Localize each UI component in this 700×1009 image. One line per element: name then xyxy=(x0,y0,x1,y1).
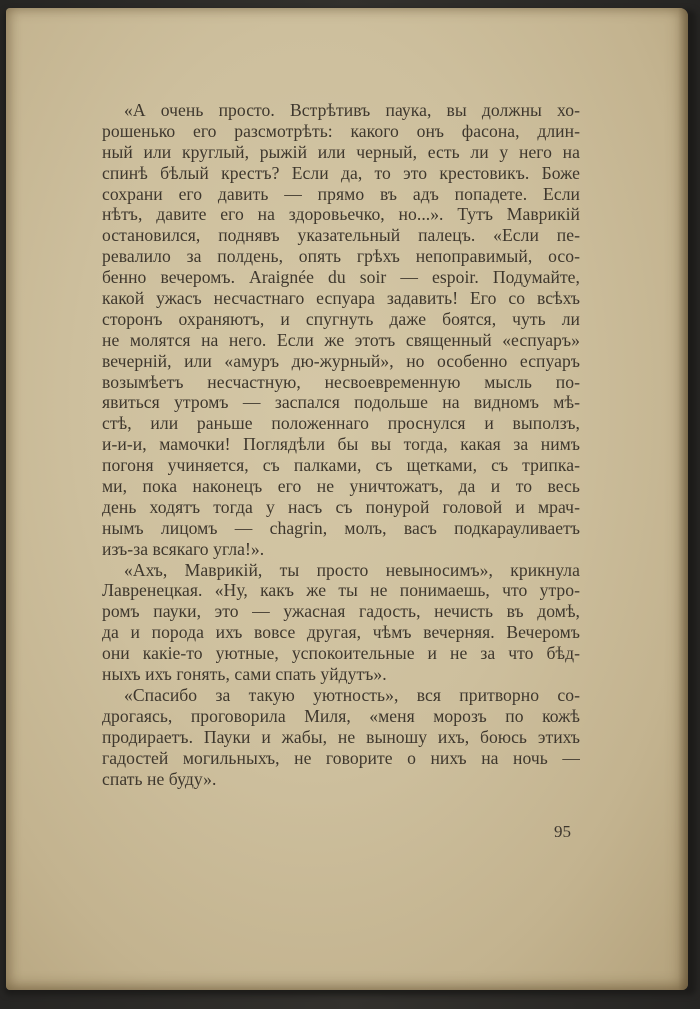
text-line: «Ахъ, Маврикій, ты просто невыносимъ», крикнула xyxy=(124,559,580,580)
page-edge xyxy=(678,8,688,990)
text-line: сохрани его давить — прямо въ адъ попадете. Если xyxy=(102,183,580,204)
text-line: дрогаясь, проговорила Миля, «меня морозъ по кожѣ xyxy=(102,705,580,726)
text-line: ный или круглый, рыжій или черный, есть ли у него на xyxy=(102,141,580,162)
text-line: рошенько его разсмотрѣть: какого онъ фасона, длин- xyxy=(102,120,580,141)
text-line: да и порода ихъ вовсе другая, чѣмъ вечерняя. Вечеромъ xyxy=(102,622,580,643)
text-line: спать не буду». xyxy=(102,768,217,789)
text-line: ми, пока наконецъ его не уничтожатъ, да и то весь xyxy=(102,476,580,497)
text-line: не молятся на него. Если же этотъ священный «еспуаръ» xyxy=(102,329,580,350)
text-line: продираетъ. Пауки и жабы, не выношу ихъ, боюсь этихъ xyxy=(102,726,580,747)
text-line: гадостей могильныхъ, не говорите о нихъ на ночь — xyxy=(102,747,580,768)
text-line: ныхъ ихъ гонять, сами спать уйдутъ». xyxy=(102,664,387,685)
body-text xyxy=(102,100,580,789)
text-line: ревалило за полдень, опять грѣхъ непоправимый, осо- xyxy=(102,246,580,267)
text-line: погоня учиняется, съ палками, съ щетками, съ трипка- xyxy=(102,455,580,476)
text-line: нѣтъ, давите его на здоровьечко, но...». Тутъ Маврикій xyxy=(102,204,580,225)
text-line: бенно вечеромъ. Araignée du soir — espoir. Подумайте, xyxy=(102,267,580,288)
text-line: «А очень просто. Встрѣтивъ паука, вы должны хо- xyxy=(124,100,580,120)
text-line: нымъ лицомъ — chagrin, молъ, васъ подкарауливаетъ xyxy=(102,517,580,538)
text-line: явиться утромъ — заспался подольше на видномъ мѣ- xyxy=(102,392,580,413)
text-line: они какіе-то уютные, успокоительные и не за что бѣд- xyxy=(102,643,580,664)
text-line: стѣ, или раньше положеннаго проснулся и выползъ, xyxy=(102,413,580,434)
text-line: изъ-за всякаго угла!». xyxy=(102,538,265,559)
text-line: ромъ пауки, это — ужасная гадость, нечисть въ домѣ, xyxy=(102,601,580,622)
text-line: и-и-и, мамочки! Поглядѣли бы вы тогда, какая за нимъ xyxy=(102,434,580,455)
text-line: «Спасибо за такую уютность», вся притворно со- xyxy=(124,684,580,705)
page-number: 95 xyxy=(554,822,571,841)
text-line: возымѣетъ несчастную, несвоевременную мысль по- xyxy=(102,371,580,392)
text-line: вечерній, или «амуръ дю-журный», но особенно еспуаръ xyxy=(102,350,580,371)
text-line: день ходятъ тогда у насъ съ понурой головой и мрач- xyxy=(102,496,580,517)
text-line: какой ужасъ несчастнаго еспуара задавить! Его со всѣхъ xyxy=(102,288,580,309)
text-line: спинѣ бѣлый крестъ? Если да, то это крестовикъ. Боже xyxy=(102,162,580,183)
text-line: Лавренецкая. «Ну, какъ же ты не понимаешь, что утро- xyxy=(102,580,580,601)
text-line: остановился, поднявъ указательный палецъ. «Если пе- xyxy=(102,225,580,246)
book-page xyxy=(6,8,688,990)
text-line: сторонъ охраняютъ, и спугнуть даже боятся, чуть ли xyxy=(102,308,580,329)
